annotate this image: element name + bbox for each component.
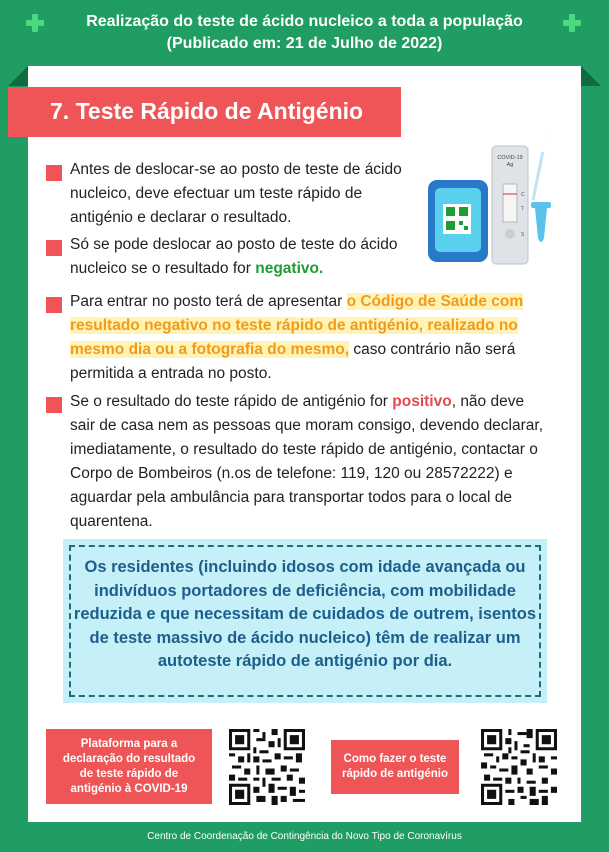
how-to-test-button[interactable] bbox=[331, 740, 459, 794]
test-type-label: Ag bbox=[506, 162, 514, 168]
page-fold-left bbox=[8, 66, 28, 86]
footer: Centro de Coordenação de Contingência do Novo Tipo de Coronavírus bbox=[147, 831, 462, 842]
phone-qr-and-antigen-test-icon bbox=[425, 130, 575, 270]
health-code-highlight: o Código de Saúde com resultado negativo no teste rápido de antigénio, realizado no mesmo dia ou a fotografia do mesmo, bbox=[70, 293, 524, 358]
negative-highlight: negativo. bbox=[255, 260, 324, 277]
plus-icon bbox=[563, 14, 581, 32]
list-item bbox=[70, 390, 544, 534]
header-title: Realização do teste de ácido nucleico a toda a população bbox=[86, 13, 523, 30]
qr-code-how-to-test[interactable] bbox=[481, 729, 557, 805]
qr-code-declaration[interactable] bbox=[229, 729, 305, 805]
how-to-test-label: Como fazer o teste rápido de antigénio bbox=[341, 753, 449, 780]
header-subtitle: (Publicado em: 21 de Julho de 2022) bbox=[166, 35, 443, 52]
notice-box bbox=[63, 539, 547, 703]
page-fold-right bbox=[581, 66, 601, 86]
item-text: , não deve sair de casa nem as pessoas que moram consigo, devendo declarar, imediatamente, o resultado do teste rápido de antigénio, contactar o Corpo de Bombeiros (n.os de telefone: 119, 120 ou 28572222) e aguardar pela ambulância para transportar todos para o local de quarentena. bbox=[70, 393, 544, 530]
list-item bbox=[70, 233, 405, 281]
bullet-marker bbox=[46, 165, 62, 181]
test-mark-t: T bbox=[521, 206, 525, 212]
declaration-platform-button[interactable] bbox=[46, 729, 212, 804]
list-item bbox=[70, 290, 540, 386]
positive-highlight: positivo bbox=[392, 393, 452, 410]
bullet-marker bbox=[46, 240, 62, 256]
test-brand-label: COVID-19 bbox=[497, 155, 523, 161]
bullet-marker bbox=[46, 297, 62, 313]
item-text: Se o resultado do teste rápido de antigénio for bbox=[70, 393, 393, 410]
section-title: 7. Teste Rápido de Antigénio bbox=[8, 87, 401, 137]
declaration-platform-label: Plataforma para a declaração do resultado de teste rápido de antigénio à COVID-19 bbox=[62, 737, 196, 795]
header bbox=[0, 0, 609, 66]
test-mark-s: S bbox=[521, 232, 525, 238]
test-mark-c: C bbox=[521, 192, 525, 198]
item-text: Antes de deslocar-se ao posto de teste de ácido nucleico, deve efectuar um teste rápido de antigénio e declarar o resultado. bbox=[70, 161, 402, 226]
bullet-marker bbox=[46, 397, 62, 413]
item-text: Só se pode deslocar ao posto de teste do ácido nucleico se o resultado for bbox=[70, 236, 398, 277]
list-item bbox=[70, 158, 405, 230]
item-text: caso contrário não será permitida a entrada no posto. bbox=[70, 341, 516, 382]
plus-icon bbox=[26, 14, 44, 32]
notice-text: Os residentes (incluindo idosos com idade avançada ou indivíduos portadores de deficiência, com mobilidade reduzida e que necessitam de cuidados de outrem, isentos de teste massivo de ácido nucleico) têm de realizar um autoteste rápido de antigénio por dia. bbox=[69, 545, 541, 697]
item-text: Para entrar no posto terá de apresentar bbox=[70, 293, 347, 310]
